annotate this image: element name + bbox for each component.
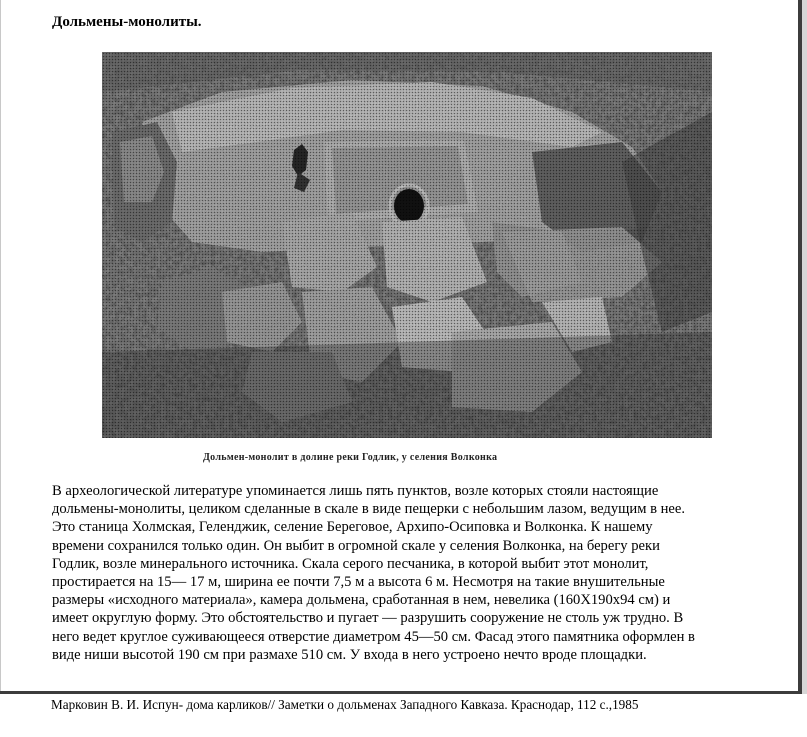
photo-caption: Дольмен-монолит в долине реки Годлик, у селения Волконка (203, 452, 498, 463)
page-title: Дольмены-монолиты. (52, 14, 202, 30)
citation: Марковин В. И. Испун- дома карликов// Заметки о дольменах Западного Кавказа. Краснодар, 112 с.,1985 (51, 697, 639, 712)
body-line: Годлик, возле минерального источника. Скала серого песчаника, в которой выбит этот монолит, (52, 555, 649, 572)
body-line: имеет округлую форму. Это обстоятельство и пугает — разрушить сооружение не столь уж трудно. В (52, 610, 684, 627)
dolmen-photo (102, 52, 712, 438)
body-line: простирается на 15— 17 м, ширина ее почти 7,5 м а высота 6 м. Несмотря на такие внушительные (52, 573, 665, 590)
body-line: дольмены-монолиты, целиком сделанные в скале в виде пещерки с небольшим лазом, ведущим в нее. (52, 501, 686, 518)
body-line: него ведет круглое суживающееся отверстие диаметром 45—50 см. Фасад этого памятника оформлен в (52, 628, 695, 645)
body-paragraph (52, 482, 797, 664)
body-line: Это станица Холмская, Геленджик, селение Береговое, Архипо-Осиповка и Волконка. К нашему (52, 519, 653, 536)
body-line: времени сохранился только один. Он выбит в огромной скале у селения Волконка, на берегу реки (52, 537, 660, 554)
body-line: виде ниши высотой 190 см при размахе 510 см. У входа в него устроено нечто вроде площадки. (52, 646, 647, 663)
viewer-gutter (802, 0, 807, 694)
body-line: В археологической литературе упоминается лишь пять пунктов, возле которых стояли настоящие (52, 483, 659, 499)
body-line: размеры «исходного материала», камера дольмена, сработанная в нем, невелика (160X190x94 см) и (52, 592, 671, 609)
page-shadow (0, 691, 802, 694)
